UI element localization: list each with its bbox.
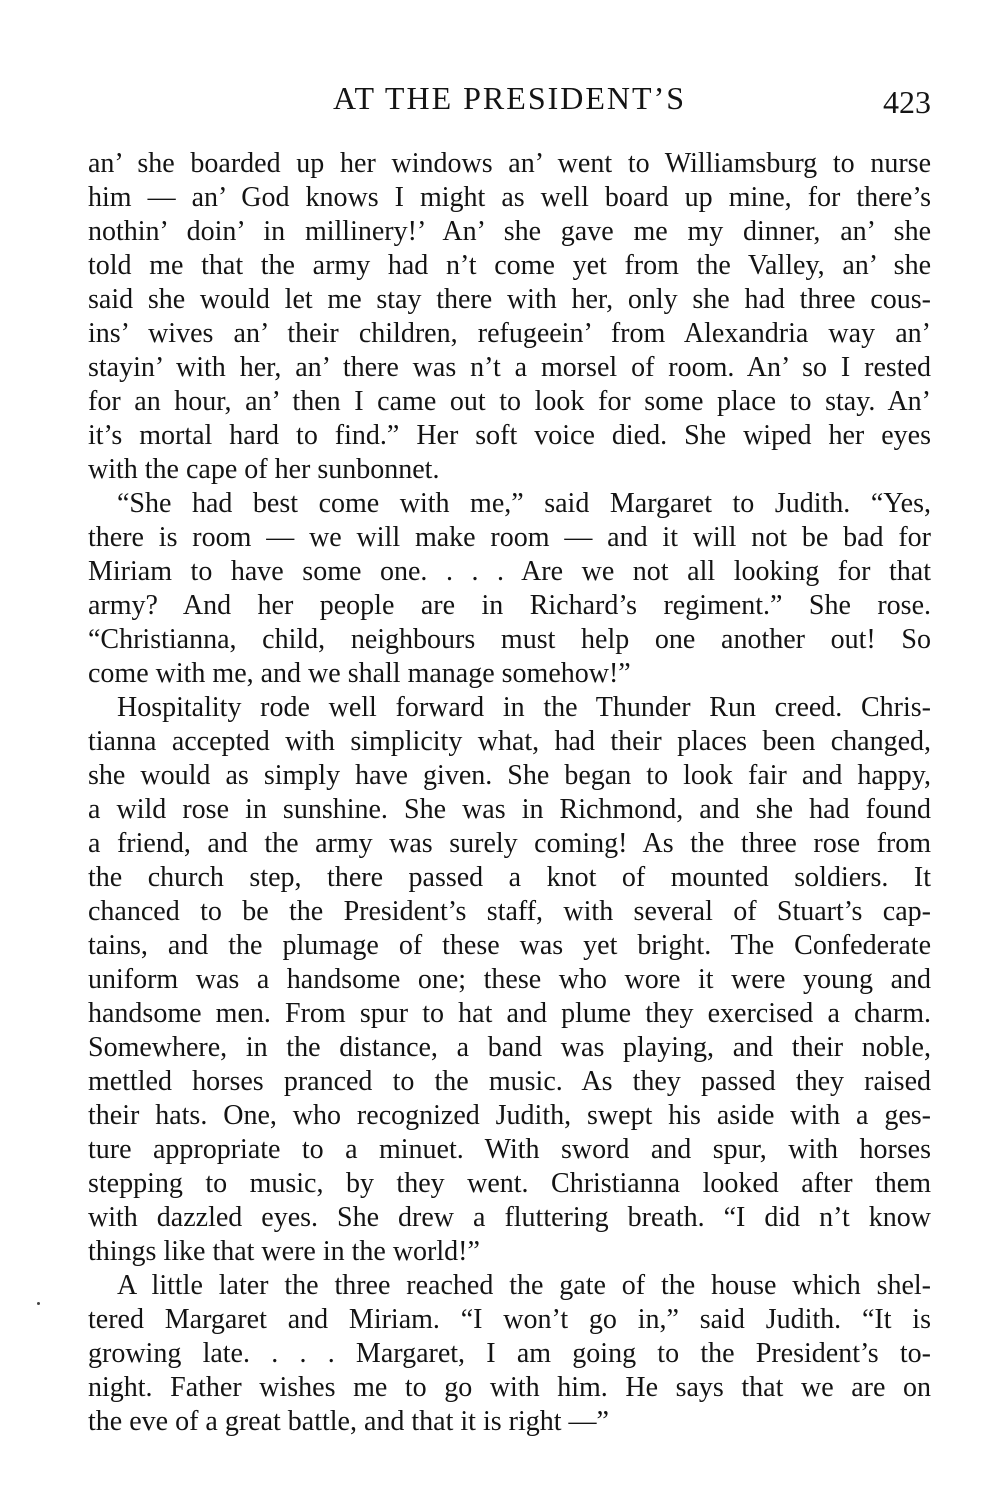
text-line: growing late. . . . Margaret, I am going to the President’s to- — [88, 1338, 931, 1369]
text-line: night. Father wishes me to go with him. He says that we are on — [88, 1372, 931, 1403]
text-line: said she would let me stay there with her, only she had three cous- — [88, 284, 931, 315]
text-line: stepping to music, by they went. Christianna looked after them — [88, 1168, 931, 1199]
text-line: chanced to be the President’s staff, with several of Stuart’s cap- — [88, 896, 931, 927]
text-line: a wild rose in sunshine. She was in Richmond, and she had found — [88, 794, 931, 825]
running-title: AT THE PRESIDENT’S — [332, 80, 687, 116]
text-line: tains, and the plumage of these was yet bright. The Confederate — [88, 930, 931, 961]
text-line: with dazzled eyes. She drew a fluttering breath. “I did n’t know — [88, 1202, 931, 1233]
page-number: 423 — [883, 84, 931, 120]
text-line: army? And her people are in Richard’s regiment.” She rose. — [88, 590, 931, 621]
text-line: with the cape of her sunbonnet. — [88, 454, 440, 485]
text-line: for an hour, an’ then I came out to look for some place to stay. An’ — [88, 386, 931, 417]
text-line: an’ she boarded up her windows an’ went to Williamsburg to nurse — [88, 148, 931, 179]
margin-speck — [37, 1302, 40, 1305]
text-line: tianna accepted with simplicity what, had their places been changed, — [88, 726, 931, 757]
text-line: the eve of a great battle, and that it is right —” — [88, 1406, 609, 1437]
text-line: Somewhere, in the distance, a band was playing, and their noble, — [88, 1032, 931, 1063]
text-line: the church step, there passed a knot of mounted soldiers. It — [88, 862, 931, 893]
text-line: uniform was a handsome one; these who wore it were young and — [88, 964, 931, 995]
text-line: nothin’ doin’ in millinery!’ An’ she gave me my dinner, an’ she — [88, 216, 931, 247]
text-line: their hats. One, who recognized Judith, swept his aside with a ges- — [88, 1100, 931, 1131]
text-line: she would as simply have given. She began to look fair and happy, — [88, 760, 931, 791]
text-line: A little later the three reached the gate of the house which shel- — [117, 1270, 931, 1301]
text-line: “Christianna, child, neighbours must help one another out! So — [88, 624, 931, 655]
text-line: Miriam to have some one. . . . Are we not all looking for that — [88, 556, 931, 587]
text-line: things like that were in the world!” — [88, 1236, 480, 1267]
text-line: tered Margaret and Miriam. “I won’t go in,” said Judith. “It is — [88, 1304, 931, 1335]
text-line: a friend, and the army was surely coming! As the three rose from — [88, 828, 931, 859]
text-line: “She had best come with me,” said Margaret to Judith. “Yes, — [117, 488, 931, 519]
running-head — [88, 78, 931, 122]
text-line: told me that the army had n’t come yet from the Valley, an’ she — [88, 250, 931, 281]
text-line: handsome men. From spur to hat and plume they exercised a charm. — [88, 998, 931, 1029]
text-line: Hospitality rode well forward in the Thunder Run creed. Chris- — [117, 692, 931, 723]
text-line: ins’ wives an’ their children, refugeein’ from Alexandria way an’ — [88, 318, 931, 349]
text-line: him — an’ God knows I might as well board up mine, for there’s — [88, 182, 931, 213]
text-line: it’s mortal hard to find.” Her soft voice died. She wiped her eyes — [88, 420, 931, 451]
text-line: there is room — we will make room — and it will not be bad for — [88, 522, 931, 553]
text-line: come with me, and we shall manage somehow!” — [88, 658, 631, 689]
text-line: ture appropriate to a minuet. With sword and spur, with horses — [88, 1134, 931, 1165]
text-line: stayin’ with her, an’ there was n’t a morsel of room. An’ so I rested — [88, 352, 931, 383]
text-line: mettled horses pranced to the music. As they passed they raised — [88, 1066, 931, 1097]
body-text — [88, 147, 931, 1439]
